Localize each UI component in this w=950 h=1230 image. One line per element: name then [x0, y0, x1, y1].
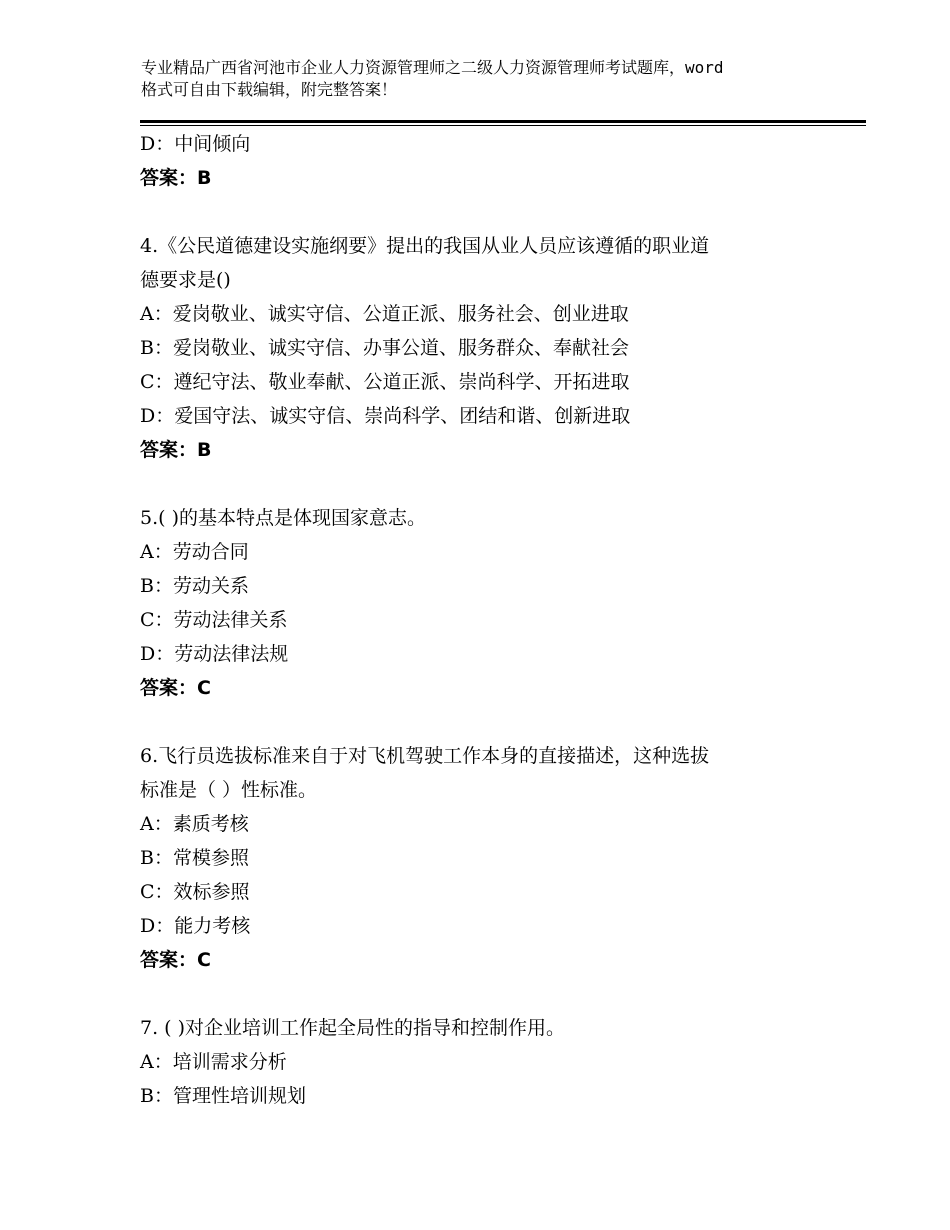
q3-option-d: D：中间倾向	[140, 133, 251, 155]
q4-option-c: C：遵纪守法、敬业奉献、公道正派、崇尚科学、开拓进取	[140, 371, 630, 393]
page-header	[141, 57, 841, 101]
q6-option-b: B：常模参照	[140, 847, 249, 869]
spacer	[140, 977, 840, 1011]
q5-stem-line-1: 5.( )的基本特点是体现国家意志。	[140, 507, 426, 529]
question-5	[140, 501, 840, 705]
q4-option-d: D：爱国守法、诚实守信、崇尚科学、团结和谐、创新进取	[140, 405, 631, 427]
question-7	[140, 1011, 840, 1113]
q4-stem-line-1: 4.《公民道德建设实施纲要》提出的我国从业人员应该遵循的职业道	[140, 235, 710, 257]
spacer	[140, 195, 840, 229]
spacer	[140, 705, 840, 739]
q6-option-a: A：素质考核	[140, 813, 249, 835]
q3-answer: 答案：B	[140, 167, 212, 189]
q6-option-d: D：能力考核	[140, 915, 251, 937]
q7-option-a: A：培训需求分析	[140, 1051, 287, 1073]
q7-stem-line-1: 7. ( )对企业培训工作起全局性的指导和控制作用。	[140, 1017, 566, 1039]
question-4	[140, 229, 840, 467]
q6-stem-line-1: 6.飞行员选拔标准来自于对飞机驾驶工作本身的直接描述，这种选拔	[140, 745, 710, 767]
q6-answer: 答案：C	[140, 949, 211, 971]
q5-option-b: B：劳动关系	[140, 575, 249, 597]
q5-option-a: A：劳动合同	[140, 541, 249, 563]
q4-answer: 答案：B	[140, 439, 212, 461]
q5-option-c: C：劳动法律关系	[140, 609, 288, 631]
q7-option-b: B：管理性培训规划	[140, 1085, 306, 1107]
question-6	[140, 739, 840, 977]
header-title-line-2: 格式可自由下载编辑，附完整答案！	[141, 80, 398, 99]
q5-option-d: D：劳动法律法规	[140, 643, 289, 665]
question-3-tail	[140, 127, 840, 195]
header-title-line-1: 专业精品广西省河池市企业人力资源管理师之二级人力资源管理师考试题库，word	[141, 58, 724, 77]
q5-answer: 答案：C	[140, 677, 211, 699]
q4-stem-line-2: 德要求是()	[140, 269, 231, 291]
header-rule-thin	[140, 125, 866, 126]
q6-option-c: C：效标参照	[140, 881, 250, 903]
q4-option-a: A：爱岗敬业、诚实守信、公道正派、服务社会、创业进取	[140, 303, 629, 325]
spacer	[140, 467, 840, 501]
q4-option-b: B：爱岗敬业、诚实守信、办事公道、服务群众、奉献社会	[140, 337, 629, 359]
q6-stem-line-2: 标准是（ ）性标准。	[140, 779, 318, 801]
header-rule-thick	[140, 120, 866, 123]
question-list	[140, 127, 840, 1113]
